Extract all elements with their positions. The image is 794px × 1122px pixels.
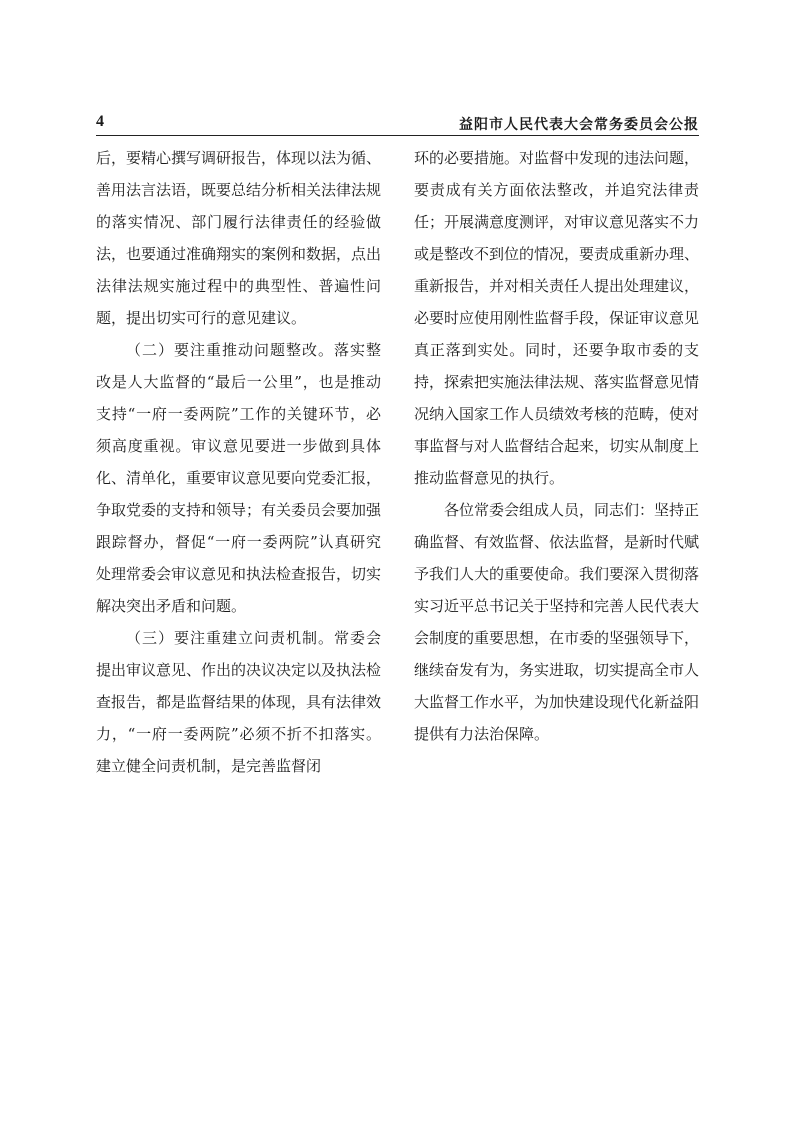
section-body-2: 落实整改是人大监督的“最后一公里”，也是推动支持“一府一委两院”工作的关键环节，必须高度重视。审议意见要进一步做到具体化、清单化，重要审议意见要向党委汇报，争取党委的支持和领导；有关委员会要加强跟踪督办，督促“一府一委两院”认真研究处理常委会审议意见和执法检查报告，切实解决突出矛盾和问题。: [96, 341, 382, 615]
left-paragraph-1: 后，要精心撰写调研报告，体现以法为循、善用法言法语，既要总结分析相关法律法规的落实情况、部门履行法律责任的经验做法，也要通过准确翔实的案例和数据，点出法律法规实施过程中的典型性、普遍性问题，提出切实可行的意见建议。: [96, 149, 382, 327]
right-paragraph-2: 各位常委会组成人员，同志们：坚持正确监督、有效监督、依法监督，是新时代赋予我们人大的重要使命。我们要深入贯彻落实习近平总书记关于坚持和完善人民代表大会制度的重要思想，在市委的坚强领导下，继续奋发有为，务实进取，切实提高全市人大监督工作水平，为加快建设现代化新益阳提供有力法治保障。: [414, 501, 700, 743]
page-number: 4: [96, 113, 104, 130]
right-column: [414, 142, 699, 750]
right-paragraph-1: 环的必要措施。对监督中发现的违法问题，要责成有关方面依法整改，并追究法律责任；开展满意度测评，对审议意见落实不力或是整改不到位的情况，要责成重新办理、重新报告，并对相关责任人提出处理建议，必要时应使用刚性监督手段，保证审议意见真正落到实处。同时，还要争取市委的支持，探索把实施法律法规、落实监督意见情况纳入国家工作人员绩效考核的范畴，使对事监督与对人监督结合起来，切实从制度上推动监督意见的执行。: [414, 149, 700, 487]
section-heading-2: （二）要注重推动问题整改。: [126, 341, 334, 359]
left-paragraph-2: [96, 334, 381, 622]
journal-title: 益阳市人民代表大会常务委员会公报: [459, 117, 699, 133]
section-body-3: 常委会提出审议意见、作出的决议决定以及执法检查报告，都是监督结果的体现，具有法律效力，“一府一委两院”必须不折不扣落实。建立健全问责机制，是完善监督闭: [96, 629, 382, 775]
section-heading-3: （三）要注重建立问责机制。: [126, 629, 334, 647]
left-column: [96, 142, 381, 782]
page-header: [96, 113, 699, 136]
left-paragraph-3: [96, 622, 381, 782]
